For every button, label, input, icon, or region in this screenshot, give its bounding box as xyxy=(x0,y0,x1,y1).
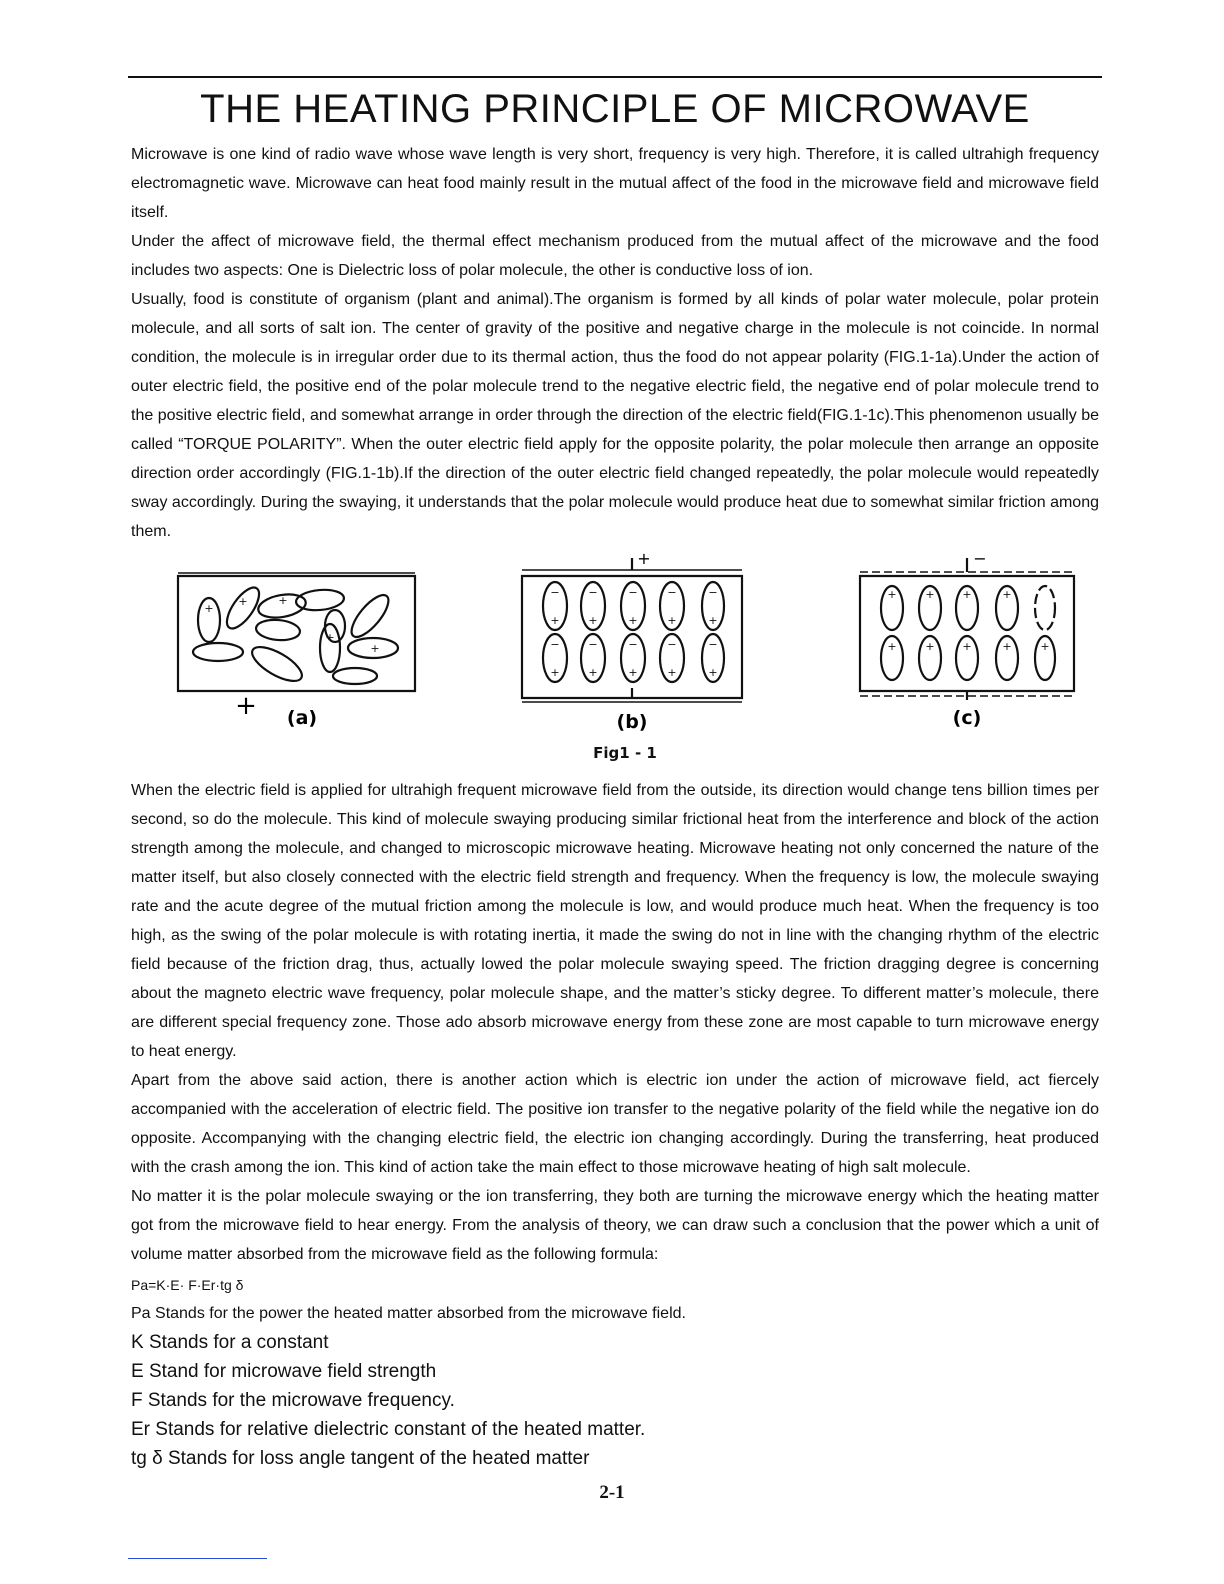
formula-section xyxy=(131,1270,1099,1473)
paragraph: Microwave is one kind of radio wave whose wave length is very short, frequency is very high. Therefore, it is called ultrahigh frequency electromagnetic wave. Microwave can heat food mainly result in the mutual affect of the food in the microwave field and microwave field itself. xyxy=(131,146,1099,221)
svg-text:−: − xyxy=(550,638,560,651)
svg-text:−: − xyxy=(708,586,718,599)
polarity-minus-c: − xyxy=(973,549,987,568)
svg-text:−: − xyxy=(628,586,638,599)
svg-text:−: − xyxy=(588,586,598,599)
polarity-plus-a: + xyxy=(235,691,257,721)
svg-text:+: + xyxy=(962,640,972,653)
paragraph: Apart from the above said action, there is another action which is electric ion under the action of microwave field, act fiercely accompanied with the acceleration of electric field. The positive ion transfer to the negative polarity of the field while the negative ion do opposite. Accompanying with the changing electric field, the electric ion changing accordingly. During the transferring, heat produced with the crash among the ion. This kind of action take the main effect to those microwave heating of high salt molecule. xyxy=(131,1072,1099,1176)
panel-a-label: (a) xyxy=(286,707,318,729)
svg-text:+: + xyxy=(550,666,560,679)
definition-item: F Stands for the microwave frequency. xyxy=(131,1390,455,1411)
svg-text:+: + xyxy=(370,642,380,655)
svg-text:+: + xyxy=(708,614,718,627)
definition-item: Er Stands for relative dielectric constant of the heated matter. xyxy=(131,1419,646,1440)
page-title: THE HEATING PRINCIPLE OF MICROWAVE xyxy=(200,87,1030,131)
svg-text:+: + xyxy=(667,614,677,627)
svg-text:+: + xyxy=(550,614,560,627)
svg-text:+: + xyxy=(925,640,935,653)
main-text xyxy=(131,776,1099,1269)
svg-text:−: − xyxy=(667,638,677,651)
paragraph: Under the affect of microwave field, the thermal effect mechanism produced from the mutual affect of the microwave and the food includes two aspects: One is Dielectric loss of polar molecule, the other is conductive loss of ion. xyxy=(131,233,1099,279)
svg-text:+: + xyxy=(887,588,897,601)
molecule-diagram xyxy=(170,548,1080,744)
panel-b xyxy=(522,558,742,702)
paragraph: Usually, food is constitute of organism (plant and animal).The organism is formed by all kinds of polar water molecule, polar protein molecule, and all sorts of salt ion. The center of gravity of the positive and negative charge in the molecule is not coincide. In normal condition, the molecule is in irregular order due to its thermal action, thus the food do not appear polarity (FIG.1-1a).Under the action of outer electric field, the positive end of the polar molecule trend to the negative electric field, the negative end of polar molecule trend to the positive electric field, and somewhat arrange in order through the direction of the electric field(FIG.1-1c).This phenomenon usually be called “TORQUE POLARITY”. When the outer electric field apply for the opposite polarity, the polar molecule then arrange an opposite direction order accordingly (FIG.1-1b).If the direction of the outer electric field changed repeatedly, the polar molecule would repeatedly sway accordingly. During the swaying, it understands that the polar molecule would produce heat due to somewhat similar friction among them. xyxy=(131,291,1099,540)
svg-text:+: + xyxy=(708,666,718,679)
polarity-plus-b: + xyxy=(637,549,651,568)
svg-text:+: + xyxy=(1002,640,1012,653)
panel-b-label: (b) xyxy=(616,711,648,733)
definition-item: E Stand for microwave field strength xyxy=(131,1361,437,1382)
figure-caption: Fig1 - 1 xyxy=(593,744,657,762)
svg-text:+: + xyxy=(962,588,972,601)
svg-text:+: + xyxy=(238,595,248,608)
svg-text:+: + xyxy=(588,666,598,679)
definition-item: K Stands for a constant xyxy=(131,1332,329,1353)
svg-text:+: + xyxy=(1002,588,1012,601)
svg-text:+: + xyxy=(204,602,214,615)
panel-c xyxy=(860,558,1074,700)
svg-text:+: + xyxy=(278,594,288,607)
svg-text:+: + xyxy=(628,614,638,627)
svg-text:−: − xyxy=(628,638,638,651)
panel-c-label: (c) xyxy=(952,707,982,729)
svg-text:+: + xyxy=(925,588,935,601)
top-rule xyxy=(128,76,1102,78)
svg-text:+: + xyxy=(325,631,335,644)
definition-item: Pa Stands for the power the heated matter absorbed from the microwave field. xyxy=(131,1305,686,1322)
footer-link-line xyxy=(128,1558,267,1559)
svg-text:−: − xyxy=(588,638,598,651)
svg-text:−: − xyxy=(667,586,677,599)
formula: Pa=K·E· F·Er·tg δ xyxy=(131,1277,244,1293)
svg-text:+: + xyxy=(1040,640,1050,653)
svg-text:+: + xyxy=(628,666,638,679)
definition-item: tg δ Stands for loss angle tangent of the heated matter xyxy=(131,1448,590,1469)
panel-a xyxy=(178,573,415,691)
intro-text xyxy=(131,140,1099,546)
svg-text:−: − xyxy=(708,638,718,651)
paragraph: No matter it is the polar molecule swaying or the ion transferring, they both are turning the microwave energy which the heating matter got from the microwave field to hear energy. From the analysis of theory, we can draw such a conclusion that the power which a unit of volume matter absorbed from the microwave field as the following formula: xyxy=(131,1188,1099,1263)
svg-text:+: + xyxy=(887,640,897,653)
figure-1-1 xyxy=(170,548,1080,770)
svg-text:+: + xyxy=(667,666,677,679)
paragraph: When the electric field is applied for ultrahigh frequent microwave field from the outside, its direction would change tens billion times per second, so do the molecule. This kind of molecule swaying producing similar frictional heat from the interference and block of the action strength among the molecule, and changed to microscopic microwave heating. Microwave heating not only concerned the nature of the matter itself, but also closely connected with the electric field strength and frequency. When the frequency is low, the molecule swaying rate and the acute degree of the mutual friction among the molecule is low, and would produce much heat. When the frequency is too high, as the swing of the polar molecule is with rotating inertia, it made the swing do not in line with the changing rhythm of the electric field because of the friction drag, thus, actually lowed the polar molecule swaying speed. The friction dragging degree is concerning about the magneto electric wave frequency, polar molecule shape, and the matter’s sticky degree. To different matter’s molecule, there are different special frequency zone. Those ado absorb microwave energy from these zone are most capable to turn microwave energy to heat energy. xyxy=(131,782,1099,1060)
page-number: 2-1 xyxy=(599,1482,625,1503)
svg-text:+: + xyxy=(588,614,598,627)
svg-text:−: − xyxy=(550,586,560,599)
